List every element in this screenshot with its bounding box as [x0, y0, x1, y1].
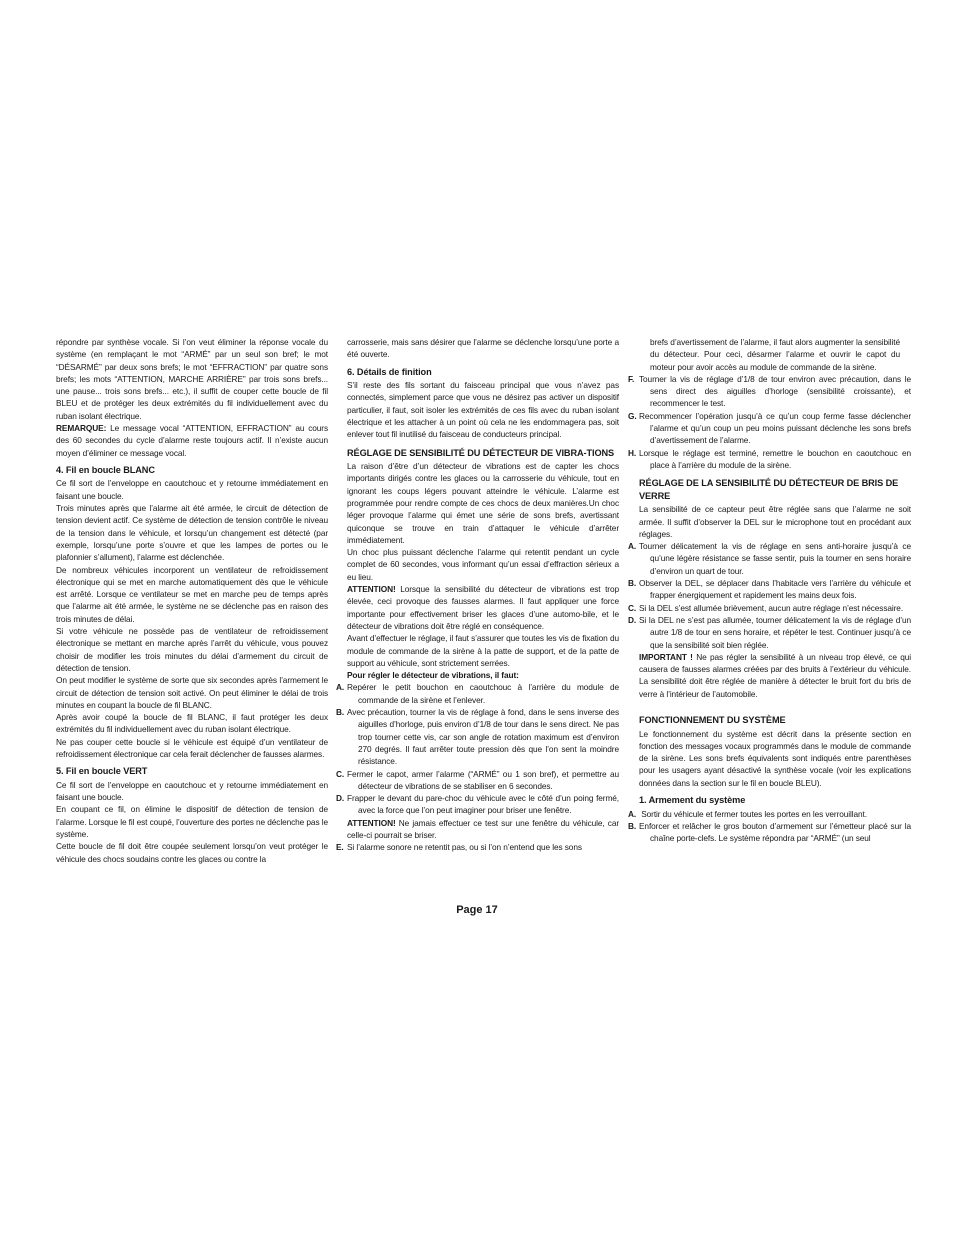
item-text: Enforcer et relâcher le gros bouton d’armement sur l’émetteur placé sur la chaîne porte-clefs. Le système répondra par “ARMÉ” (un seul	[639, 820, 911, 844]
paragraph: carrosserie, mais sans désirer que l’alarme se déclenche lorsqu’une porte a été ouverte.	[347, 337, 619, 360]
attention-paragraph	[347, 817, 619, 842]
list-item: C. Fermer le capot, armer l’alarme (“ARMÉ” ou 1 son bref), et permettre au détecteur de vibrations de se stabiliser en 6 secondes.	[336, 768, 619, 791]
list-item: A. Tourner délicatement la vis de réglage en sens anti-horaire jusqu’à ce qu’une légère résistance se fasse sentir, puis la tourner en sens horaire d’environ un quart de tour.	[628, 541, 911, 576]
page-number: Page 17	[456, 904, 498, 916]
item-text: Lorsque le réglage est terminé, remettre le bouchon en caoutchouc en place à l’arrière du module de la sirène.	[639, 447, 911, 470]
attention-text: Lorsque la sensibilité du détecteur de vibrations est trop élevée, ceci provoque des fausses alarmes. Il faut appliquer une force importante pour effectivement briser les glaces d’une automo-bile, et le détecteur de vibrations doit être réglé en conséquence.	[347, 584, 619, 631]
section-heading-vibration-sensitivity: RÉGLAGE DE SENSIBILITÉ DU DÉTECTEUR DE VIBRA-TIONS	[347, 447, 615, 458]
item-text: Si la DEL s’est allumée brièvement, aucun autre réglage n’est nécessaire.	[639, 602, 904, 613]
paragraph: Après avoir coupé la boucle de fil BLANC, il faut protéger les deux extrémités du fil individuellement avec du ruban isolant électrique.	[56, 712, 328, 735]
section-heading-system-operation: FONCTIONNEMENT DU SYSTÈME	[639, 715, 786, 726]
list-item-continued	[639, 336, 911, 373]
paragraph: Si votre véhicule ne possède pas de ventilateur de refroidissement électronique se mettant en marche après l’arrêt du véhicule, vous pouvez choisir de modifier les trois minutes du délai d’armement du circuit de détection de tension.	[56, 626, 328, 673]
paragraph: En coupant ce fil, on élimine le dispositif de détection de tension de l’alarme. Lorsque le fil est coupé, l’ouverture des portes ne déclenche pas le système.	[56, 804, 328, 839]
list-item: A. Repérer le petit bouchon en caoutchouc à l’arrière du module de commande de la sirène et l’enlever.	[336, 682, 619, 705]
paragraph: La sensibilité de ce capteur peut être réglée sans que l’alarme ne soit armée. Il suffit d’observer la DEL sur le microphone tout en procédant aux réglages.	[639, 504, 911, 539]
item-text: Si la DEL ne s’est pas allumée, tourner délicatement la vis de réglage d’un autre 1/8 de tour en sens horaire, et répéter le test. Continuer jusqu’à ce que la sensibilité soit bien réglée.	[639, 614, 911, 650]
list-item: C. Si la DEL s’est allumée brièvement, aucun autre réglage n’est nécessaire.	[628, 602, 904, 613]
item-text: Recommencer l’opération jusqu’à ce qu’un coup ferme fasse déclencher l’alarme et qu’un coup un peu moins puissant déclenche les sons brefs d’avertissement de l’alarme.	[639, 410, 911, 446]
paragraph: Ne pas couper cette boucle si le véhicule est équipé d’un ventilateur de refroidissement électronique car cela ferait déclencher de fausses alarmes.	[56, 736, 328, 759]
paragraph: Ce fil sort de l’enveloppe en caoutchouc et y retourne immédiatement en faisant une boucle.	[56, 478, 328, 501]
paragraph: Trois minutes après que l’alarme ait été armée, le circuit de détection de tension devient actif. Ce système de détection de tension contrôle le niveau de la tension dans le véhicule, et lorsqu’un changement est détecté (par exemple, lorsqu’une porte s’ouvre et que les lampes de portes ou le plafonnier s’allument), l’alarme est déclenchée.	[56, 503, 328, 563]
important-label: IMPORTANT !	[639, 651, 693, 662]
paragraph: De nombreux véhicules incorporent un ventilateur de refroidissement électronique qui se met en marche automatiquement dès que le véhicule est arrêté. Lorsque ce ventilateur se met en marche peu de temps après que l’alarme ait été armée, le système ne se déclenche pas en raison des trois minutes de délai.	[56, 564, 328, 624]
section-heading-green-loop: 5. Fil en boucle VERT	[56, 766, 148, 777]
attention-label: ATTENTION!	[347, 817, 396, 828]
remarque-text: Le message vocal “ATTENTION, EFFRACTION” au cours des 60 secondes du cycle d’alarme reste toujours actif. Il n’existe aucun moyen d’éliminer ce message vocal.	[56, 423, 328, 458]
item-text: brefs d’avertissement de l’alarme, il faut alors augmenter la sensibilité du détecteur. Pour ceci, désarmer l’alarme et ouvrir le capot du moteur pour avoir accès au module de commande de la sirène.	[650, 337, 900, 372]
paragraph: Ce fil sort de l’enveloppe en caoutchouc et y retourne immédiatement en faisant une boucle.	[56, 779, 328, 803]
paragraph: Le fonctionnement du système est décrit dans la présente section en fonction des messages vocaux programmés dans le module de commande de la sirène. Les sons brefs équivalents sont indiqués entre parenthèses pour les usagers ayant désactivé la synthèse vocale (voir les explications données dans la section sur le fil en boucle BLEU).	[639, 728, 911, 788]
item-text: Repérer le petit bouchon en caoutchouc à l’arrière du module de commande de la sirène et l’enlever.	[347, 682, 619, 705]
paragraph: répondre par synthèse vocale. Si l’on veut éliminer la réponse vocale du système (en remplaçant le mot “ARMÉ” par un seul son bref; le mot “DÉSARMÉ” par deux sons brefs; le mot “EFFRACTION” par quatre sons brefs; les mots “ATTENTION, MARCHE ARRIÈRE” par trois sons brefs... une pause... trois sons brefs... etc.), il suffit de couper cette boucle de fil BLEU et de protéger les deux extrémités du fil individuellement avec du ruban isolant électrique.	[56, 337, 328, 421]
list-item: D. Si la DEL ne s’est pas allumée, tourner délicatement la vis de réglage d’un autre 1/8 de tour en sens horaire, et répéter le test. Continuer jusqu’à ce que la sensibilité soit bien réglée.	[628, 614, 911, 650]
list-item: B. Avec précaution, tourner la vis de réglage à fond, dans le sens inverse des aiguilles d’horloge, puis environ d’1/8 de tour dans le sens direct. Ne pas trop tourner cette vis, car son angle de rotation maximum est d’environ 270 degrés. Il faut arrêter toute pression dès que l’on sent la moindre résistance.	[336, 707, 619, 767]
item-text: Avec précaution, tourner la vis de réglage à fond, dans le sens inverse des aiguilles d’horloge, puis environ d’1/8 de tour dans le sens direct. Ne pas trop tourner cette vis, car son angle de rotation maximum est d’environ 270 degrés. Il faut arrêter toute pression dès que l’on sent la moindre résistance.	[347, 707, 619, 767]
item-text: Tourner délicatement la vis de réglage en sens anti-horaire jusqu’à ce qu’une légère résistance se fasse sentir, puis la tourner en sens horaire d’environ un quart de tour.	[639, 541, 911, 576]
list-item: B. Enforcer et relâcher le gros bouton d’armement sur l’émetteur placé sur la chaîne porte-clefs. Le système répondra par “ARMÉ” (un seul	[628, 820, 911, 844]
paragraph: Cette boucle de fil doit être coupée seulement lorsqu’on veut protéger le véhicule des chocs soudains contre les glaces ou contre la	[56, 841, 328, 864]
item-text: Tourner la vis de réglage d’1/8 de tour environ avec précaution, dans le sens direct des aiguilles d’horloge (sensibilité croissante), et recommencer le test.	[639, 373, 911, 409]
item-text: Frapper le devant du pare-choc du véhicule avec le côté d’un poing fermé, avec la force que l’on peut imaginer pour briser une fenêtre.	[347, 793, 619, 816]
section-heading-arming: 1. Armement du système	[639, 795, 746, 805]
attention-paragraph	[347, 583, 619, 632]
paragraph: La raison d’être d’un détecteur de vibrations est de capter les chocs importants dirigés contre les glaces ou la carrosserie du véhicule, tout en ignorant les coups légers pouvant atteindre le véhicule. L’alarme est programmée pour rendre compte de ces chocs de deux manières.Un choc léger provoque l’alarme qui émet une série de sons brefs, avertissant quiconque se trouve en train d’attaquer le véhicule d’arrêter immédiatement.	[347, 461, 619, 545]
remarque-paragraph	[56, 422, 328, 459]
paragraph: S’il reste des fils sortant du faisceau principal que vous n’avez pas connectés, simplement parce que vous ne désirez pas activer un dispositif particulier, il faut, soit isoler les extrémités de ces fils avec du ruban isolant électrique et les attacher à un point où cela ne les endommagera pas, soit enlever tout fil inutilisé du faisceau de conducteurs principal.	[347, 380, 619, 440]
attention-text: Ne jamais effectuer ce test sur une fenêtre du véhicule, car celle-ci pourrait se briser.	[347, 817, 619, 840]
list-item: D. Frapper le devant du pare-choc du véhicule avec le côté d’un poing fermé, avec la force que l’on peut imaginer pour briser une fenêtre.	[336, 793, 619, 816]
list-item: F. Tourner la vis de réglage d’1/8 de tour environ avec précaution, dans le sens direct des aiguilles d’horloge (sensibilité croissante), et recommencer le test.	[628, 373, 911, 409]
item-text: Sortir du véhicule et fermer toutes les portes en les verrouillant.	[639, 808, 867, 819]
section-heading-white-loop: 4. Fil en boucle BLANC	[56, 464, 155, 475]
item-text: Si l’alarme sonore ne retentit pas, ou si l’on n’entend que les sons	[347, 842, 582, 853]
important-text: Ne pas régler la sensibilité à un niveau trop élevé, ce qui causera de fausses alarmes créées par des bruits à l’extérieur du véhicule. La sensibilité doit être réglée de manière à détecter le bruit fort du bris de verre à l’intérieur de l’automobile.	[639, 651, 912, 699]
section-heading-glass-break: RÉGLAGE DE LA SENSIBILITÉ DU DÉTECTEUR DE BRIS DE VERRE	[639, 478, 899, 501]
instruction-lead: Pour régler le détecteur de vibrations, il faut:	[347, 670, 519, 681]
paragraph: On peut modifier le système de sorte que six secondes après l’armement le circuit de détection de tension soit activé. On peut éliminer le délai de trois minutes en coupant la boucle de fil BLANC.	[56, 675, 328, 710]
paragraph: Un choc plus puissant déclenche l’alarme qui retentit pendant un cycle complet de 60 secondes, vous informant qu’un essai d’effraction sérieux a eu lieu.	[347, 547, 619, 582]
item-text: Observer la DEL, se déplacer dans l’habitacle vers l’arrière du véhicule et frapper énergiquement et rapidement les mains deux fois.	[639, 578, 911, 601]
list-item: B. Observer la DEL, se déplacer dans l’habitacle vers l’arrière du véhicule et frapper énergiquement et rapidement les mains deux fois.	[628, 578, 911, 601]
remarque-label: REMARQUE:	[56, 423, 107, 434]
list-item: E. Si l’alarme sonore ne retentit pas, ou si l’on n’entend que les sons	[336, 842, 582, 853]
list-item: G. Recommencer l’opération jusqu’à ce qu’un coup ferme fasse déclencher l’alarme et qu’un coup un peu moins puissant déclenche les sons brefs d’avertissement de l’alarme.	[628, 410, 911, 446]
list-item: A. Sortir du véhicule et fermer toutes les portes en les verrouillant.	[628, 808, 867, 819]
attention-label: ATTENTION!	[347, 584, 396, 595]
column-right	[628, 336, 912, 844]
column-left	[56, 336, 328, 865]
paragraph: Avant d’effectuer le réglage, il faut s’assurer que toutes les vis de fixation du module de commande de la sirène à la patte de support, et de la patte de support au véhicule, sont strictement serrées.	[347, 633, 619, 668]
column-middle	[336, 336, 619, 854]
list-item: H. Lorsque le réglage est terminé, remettre le bouchon en caoutchouc en place à l’arrière du module de la sirène.	[628, 447, 911, 470]
section-heading-finishing: 6. Détails de finition	[347, 366, 432, 377]
important-paragraph	[639, 651, 911, 700]
item-text: Fermer le capot, armer l’alarme (“ARMÉ” ou 1 son bref), et permettre au détecteur de vibrations de se stabiliser en 6 secondes.	[347, 768, 619, 791]
